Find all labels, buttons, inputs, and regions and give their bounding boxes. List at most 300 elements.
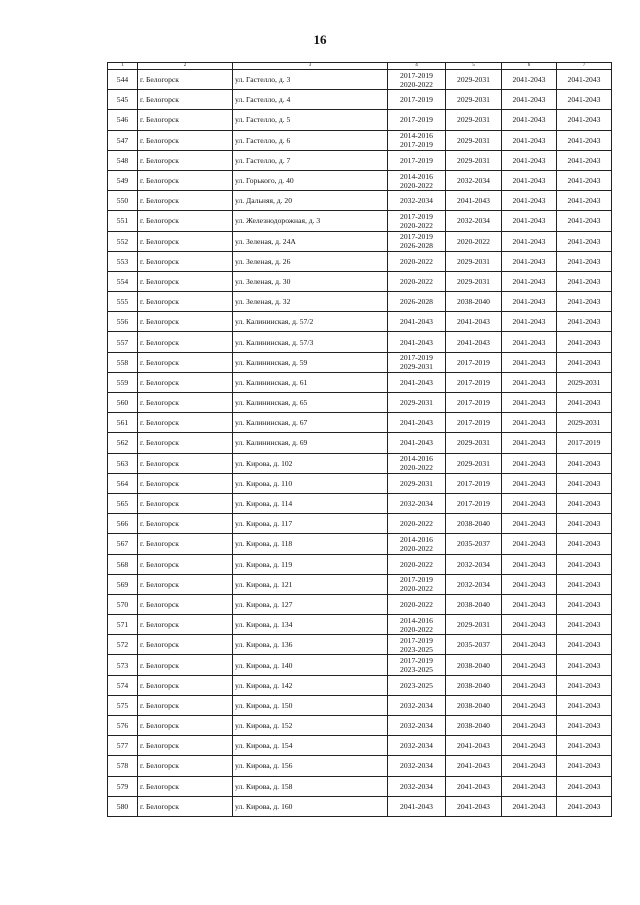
city-cell: г. Белогорск — [138, 70, 233, 90]
row-number-cell: 567 — [108, 534, 138, 554]
table-row — [108, 271, 612, 291]
third-period-cell: 2041-2043 — [502, 271, 557, 291]
third-period-cell: 2041-2043 — [502, 655, 557, 675]
period-value: 2023-2025 — [400, 644, 433, 654]
fourth-period-cell: 2041-2043 — [557, 756, 612, 776]
city-cell: г. Белогорск — [138, 736, 233, 756]
table-row — [108, 473, 612, 493]
row-number-cell: 579 — [108, 776, 138, 796]
table-row — [108, 332, 612, 352]
second-period-cell: 2041-2043 — [446, 332, 502, 352]
period-value: 2023-2025 — [400, 680, 433, 690]
second-period-cell: 2017-2019 — [446, 372, 502, 392]
fourth-period-cell: 2041-2043 — [557, 574, 612, 594]
period-value: 2014-2016 — [400, 171, 433, 181]
first-period-cell — [388, 413, 446, 433]
row-number-cell: 552 — [108, 231, 138, 251]
table-row — [108, 695, 612, 715]
fourth-period-cell: 2041-2043 — [557, 251, 612, 271]
second-period-cell: 2041-2043 — [446, 736, 502, 756]
period-value: 2020-2022 — [400, 180, 433, 190]
second-period-cell: 2041-2043 — [446, 796, 502, 816]
first-period-cell — [388, 574, 446, 594]
first-period-cell — [388, 433, 446, 453]
table-row — [108, 372, 612, 392]
period-value: 2014-2016 — [400, 534, 433, 544]
address-cell: ул. Зеленая, д. 32 — [233, 292, 388, 312]
table-row — [108, 433, 612, 453]
second-period-cell: 2029-2031 — [446, 615, 502, 635]
period-value: 2017-2019 — [400, 95, 433, 105]
period-value: 2017-2019 — [400, 115, 433, 125]
second-period-cell: 2038-2040 — [446, 292, 502, 312]
period-value: 2041-2043 — [400, 418, 433, 428]
third-period-cell: 2041-2043 — [502, 70, 557, 90]
address-cell: ул. Кирова, д. 140 — [233, 655, 388, 675]
address-cell: ул. Калининская, д. 65 — [233, 393, 388, 413]
period-value: 2017-2019 — [400, 155, 433, 165]
row-number-cell: 556 — [108, 312, 138, 332]
second-period-cell: 2029-2031 — [446, 453, 502, 473]
third-period-cell: 2041-2043 — [502, 514, 557, 534]
second-period-cell: 2032-2034 — [446, 574, 502, 594]
address-cell: ул. Гастелло, д. 4 — [233, 90, 388, 110]
address-cell: ул. Калининская, д. 69 — [233, 433, 388, 453]
third-period-cell: 2041-2043 — [502, 615, 557, 635]
period-value: 2020-2022 — [400, 543, 433, 553]
second-period-cell: 2017-2019 — [446, 493, 502, 513]
column-number: 4 — [388, 63, 446, 70]
third-period-cell: 2041-2043 — [502, 211, 557, 231]
fourth-period-cell: 2041-2043 — [557, 554, 612, 574]
third-period-cell: 2041-2043 — [502, 332, 557, 352]
third-period-cell: 2041-2043 — [502, 554, 557, 574]
table-row — [108, 413, 612, 433]
city-cell: г. Белогорск — [138, 110, 233, 130]
row-number-cell: 580 — [108, 796, 138, 816]
first-period-cell — [388, 736, 446, 756]
first-period-cell — [388, 312, 446, 332]
row-number-cell: 546 — [108, 110, 138, 130]
period-value: 2029-2031 — [400, 362, 433, 372]
city-cell: г. Белогорск — [138, 90, 233, 110]
table-row — [108, 352, 612, 372]
second-period-cell: 2038-2040 — [446, 655, 502, 675]
city-cell: г. Белогорск — [138, 655, 233, 675]
third-period-cell: 2041-2043 — [502, 312, 557, 332]
period-value: 2041-2043 — [400, 377, 433, 387]
row-number-cell: 573 — [108, 655, 138, 675]
city-cell: г. Белогорск — [138, 776, 233, 796]
second-period-cell: 2038-2040 — [446, 514, 502, 534]
address-cell: ул. Кирова, д. 134 — [233, 615, 388, 635]
fourth-period-cell: 2041-2043 — [557, 292, 612, 312]
city-cell: г. Белогорск — [138, 352, 233, 372]
address-cell: ул. Зеленая, д. 30 — [233, 271, 388, 291]
third-period-cell: 2041-2043 — [502, 594, 557, 614]
first-period-cell — [388, 695, 446, 715]
fourth-period-cell: 2041-2043 — [557, 594, 612, 614]
address-cell: ул. Калининская, д. 57/2 — [233, 312, 388, 332]
table-row — [108, 251, 612, 271]
address-cell: ул. Калининская, д. 61 — [233, 372, 388, 392]
period-value: 2029-2031 — [400, 398, 433, 408]
third-period-cell: 2041-2043 — [502, 150, 557, 170]
address-cell: ул. Кирова, д. 158 — [233, 776, 388, 796]
row-number-cell: 548 — [108, 150, 138, 170]
city-cell: г. Белогорск — [138, 453, 233, 473]
second-period-cell: 2029-2031 — [446, 70, 502, 90]
row-number-cell: 577 — [108, 736, 138, 756]
city-cell: г. Белогорск — [138, 393, 233, 413]
city-cell: г. Белогорск — [138, 231, 233, 251]
first-period-cell — [388, 514, 446, 534]
fourth-period-cell: 2041-2043 — [557, 716, 612, 736]
third-period-cell: 2041-2043 — [502, 473, 557, 493]
period-value: 2026-2028 — [400, 241, 433, 251]
second-period-cell: 2035-2037 — [446, 534, 502, 554]
period-value: 2020-2022 — [400, 599, 433, 609]
row-number-cell: 576 — [108, 716, 138, 736]
first-period-cell — [388, 655, 446, 675]
address-cell: ул. Калининская, д. 59 — [233, 352, 388, 372]
city-cell: г. Белогорск — [138, 756, 233, 776]
second-period-cell: 2029-2031 — [446, 90, 502, 110]
address-cell: ул. Кирова, д. 110 — [233, 473, 388, 493]
city-cell: г. Белогорск — [138, 130, 233, 150]
city-cell: г. Белогорск — [138, 635, 233, 655]
period-value: 2017-2019 — [400, 353, 433, 363]
period-value: 2020-2022 — [400, 276, 433, 286]
row-number-cell: 563 — [108, 453, 138, 473]
row-number-cell: 547 — [108, 130, 138, 150]
column-number: 5 — [446, 63, 502, 70]
fourth-period-cell: 2041-2043 — [557, 736, 612, 756]
city-cell: г. Белогорск — [138, 514, 233, 534]
second-period-cell: 2029-2031 — [446, 251, 502, 271]
second-period-cell: 2035-2037 — [446, 635, 502, 655]
table-row — [108, 110, 612, 130]
first-period-cell — [388, 150, 446, 170]
first-period-cell — [388, 130, 446, 150]
table-row — [108, 796, 612, 816]
second-period-cell: 2041-2043 — [446, 312, 502, 332]
third-period-cell: 2041-2043 — [502, 170, 557, 190]
address-cell: ул. Кирова, д. 121 — [233, 574, 388, 594]
second-period-cell: 2017-2019 — [446, 393, 502, 413]
fourth-period-cell: 2041-2043 — [557, 150, 612, 170]
third-period-cell: 2041-2043 — [502, 695, 557, 715]
period-value: 2020-2022 — [400, 220, 433, 230]
address-cell: ул. Дальняя, д. 20 — [233, 191, 388, 211]
city-cell: г. Белогорск — [138, 433, 233, 453]
fourth-period-cell: 2041-2043 — [557, 655, 612, 675]
fourth-period-cell: 2041-2043 — [557, 231, 612, 251]
city-cell: г. Белогорск — [138, 554, 233, 574]
fourth-period-cell: 2041-2043 — [557, 514, 612, 534]
fourth-period-cell: 2041-2043 — [557, 493, 612, 513]
second-period-cell: 2017-2019 — [446, 352, 502, 372]
period-value: 2017-2019 — [400, 211, 433, 221]
city-cell: г. Белогорск — [138, 191, 233, 211]
third-period-cell: 2041-2043 — [502, 251, 557, 271]
city-cell: г. Белогорск — [138, 413, 233, 433]
third-period-cell: 2041-2043 — [502, 493, 557, 513]
city-cell: г. Белогорск — [138, 332, 233, 352]
third-period-cell: 2041-2043 — [502, 574, 557, 594]
row-number-cell: 578 — [108, 756, 138, 776]
first-period-cell — [388, 635, 446, 655]
city-cell: г. Белогорск — [138, 716, 233, 736]
first-period-cell — [388, 675, 446, 695]
table-row — [108, 393, 612, 413]
row-number-cell: 574 — [108, 675, 138, 695]
second-period-cell: 2029-2031 — [446, 110, 502, 130]
period-value: 2041-2043 — [400, 801, 433, 811]
period-value: 2032-2034 — [400, 781, 433, 791]
period-value: 2020-2022 — [400, 624, 433, 634]
second-period-cell: 2038-2040 — [446, 695, 502, 715]
row-number-cell: 550 — [108, 191, 138, 211]
fourth-period-cell: 2041-2043 — [557, 312, 612, 332]
row-number-cell: 562 — [108, 433, 138, 453]
second-period-cell: 2041-2043 — [446, 776, 502, 796]
fourth-period-cell: 2041-2043 — [557, 170, 612, 190]
period-value: 2032-2034 — [400, 721, 433, 731]
second-period-cell: 2029-2031 — [446, 130, 502, 150]
row-number-cell: 569 — [108, 574, 138, 594]
second-period-cell: 2041-2043 — [446, 756, 502, 776]
first-period-cell — [388, 110, 446, 130]
row-number-cell: 565 — [108, 493, 138, 513]
table-row — [108, 170, 612, 190]
table-row — [108, 534, 612, 554]
row-number-cell: 557 — [108, 332, 138, 352]
third-period-cell: 2041-2043 — [502, 130, 557, 150]
third-period-cell: 2041-2043 — [502, 231, 557, 251]
period-value: 2041-2043 — [400, 337, 433, 347]
third-period-cell: 2041-2043 — [502, 534, 557, 554]
first-period-cell — [388, 554, 446, 574]
period-value: 2017-2019 — [400, 635, 433, 645]
second-period-cell: 2038-2040 — [446, 675, 502, 695]
period-value: 2014-2016 — [400, 454, 433, 464]
fourth-period-cell: 2041-2043 — [557, 352, 612, 372]
period-value: 2032-2034 — [400, 499, 433, 509]
column-number: 6 — [502, 63, 557, 70]
fourth-period-cell: 2041-2043 — [557, 675, 612, 695]
table-row — [108, 130, 612, 150]
fourth-period-cell: 2041-2043 — [557, 695, 612, 715]
second-period-cell: 2020-2022 — [446, 231, 502, 251]
row-number-cell: 554 — [108, 271, 138, 291]
table-row — [108, 231, 612, 251]
fourth-period-cell: 2041-2043 — [557, 130, 612, 150]
first-period-cell — [388, 615, 446, 635]
period-value: 2020-2022 — [400, 463, 433, 473]
second-period-cell: 2029-2031 — [446, 271, 502, 291]
first-period-cell — [388, 231, 446, 251]
city-cell: г. Белогорск — [138, 170, 233, 190]
third-period-cell: 2041-2043 — [502, 90, 557, 110]
first-period-cell — [388, 170, 446, 190]
first-period-cell — [388, 796, 446, 816]
first-period-cell — [388, 473, 446, 493]
fourth-period-cell: 2017-2019 — [557, 433, 612, 453]
address-cell: ул. Кирова, д. 154 — [233, 736, 388, 756]
second-period-cell: 2032-2034 — [446, 554, 502, 574]
first-period-cell — [388, 271, 446, 291]
address-cell: ул. Кирова, д. 156 — [233, 756, 388, 776]
column-number: 1 — [108, 63, 138, 70]
second-period-cell: 2029-2031 — [446, 150, 502, 170]
address-cell: ул. Кирова, д. 102 — [233, 453, 388, 473]
period-value: 2020-2022 — [400, 559, 433, 569]
page-number: 16 — [313, 32, 327, 47]
fourth-period-cell: 2041-2043 — [557, 90, 612, 110]
address-cell: ул. Кирова, д. 118 — [233, 534, 388, 554]
table-row — [108, 514, 612, 534]
period-value: 2029-2031 — [400, 478, 433, 488]
third-period-cell: 2041-2043 — [502, 292, 557, 312]
city-cell: г. Белогорск — [138, 493, 233, 513]
address-cell: ул. Зеленая, д. 26 — [233, 251, 388, 271]
fourth-period-cell: 2029-2031 — [557, 413, 612, 433]
table-row — [108, 756, 612, 776]
fourth-period-cell: 2041-2043 — [557, 393, 612, 413]
city-cell: г. Белогорск — [138, 372, 233, 392]
row-number-cell: 560 — [108, 393, 138, 413]
table-row — [108, 736, 612, 756]
table-row — [108, 211, 612, 231]
fourth-period-cell: 2041-2043 — [557, 453, 612, 473]
fourth-period-cell: 2041-2043 — [557, 796, 612, 816]
address-cell: ул. Гастелло, д. 6 — [233, 130, 388, 150]
city-cell: г. Белогорск — [138, 534, 233, 554]
city-cell: г. Белогорск — [138, 251, 233, 271]
table-row — [108, 554, 612, 574]
column-number: 7 — [557, 63, 612, 70]
address-cell: ул. Кирова, д. 119 — [233, 554, 388, 574]
row-number-cell: 553 — [108, 251, 138, 271]
row-number-cell: 575 — [108, 695, 138, 715]
third-period-cell: 2041-2043 — [502, 352, 557, 372]
table-row — [108, 776, 612, 796]
first-period-cell — [388, 393, 446, 413]
period-value: 2020-2022 — [400, 519, 433, 529]
period-value: 2032-2034 — [400, 700, 433, 710]
period-value: 2014-2016 — [400, 131, 433, 141]
city-cell: г. Белогорск — [138, 473, 233, 493]
table-row — [108, 716, 612, 736]
row-number-cell: 561 — [108, 413, 138, 433]
fourth-period-cell: 2041-2043 — [557, 534, 612, 554]
table-row — [108, 292, 612, 312]
table-row — [108, 70, 612, 90]
city-cell: г. Белогорск — [138, 211, 233, 231]
first-period-cell — [388, 372, 446, 392]
city-cell: г. Белогорск — [138, 312, 233, 332]
address-cell: ул. Калининская, д. 67 — [233, 413, 388, 433]
fourth-period-cell: 2041-2043 — [557, 332, 612, 352]
address-cell: ул. Гастелло, д. 7 — [233, 150, 388, 170]
second-period-cell: 2029-2031 — [446, 433, 502, 453]
period-value: 2032-2034 — [400, 741, 433, 751]
third-period-cell: 2041-2043 — [502, 675, 557, 695]
city-cell: г. Белогорск — [138, 292, 233, 312]
second-period-cell: 2032-2034 — [446, 211, 502, 231]
row-number-cell: 568 — [108, 554, 138, 574]
address-cell: ул. Зеленая, д. 24А — [233, 231, 388, 251]
table-row — [108, 655, 612, 675]
row-number-cell: 571 — [108, 615, 138, 635]
period-value: 2032-2034 — [400, 761, 433, 771]
second-period-cell: 2032-2034 — [446, 170, 502, 190]
period-value: 2023-2025 — [400, 665, 433, 675]
period-value: 2017-2019 — [400, 140, 433, 150]
third-period-cell: 2041-2043 — [502, 716, 557, 736]
fourth-period-cell: 2041-2043 — [557, 191, 612, 211]
row-number-cell: 566 — [108, 514, 138, 534]
second-period-cell: 2017-2019 — [446, 413, 502, 433]
second-period-cell: 2038-2040 — [446, 594, 502, 614]
city-cell: г. Белогорск — [138, 574, 233, 594]
third-period-cell: 2041-2043 — [502, 796, 557, 816]
period-value: 2032-2034 — [400, 196, 433, 206]
first-period-cell — [388, 251, 446, 271]
period-value: 2014-2016 — [400, 615, 433, 625]
fourth-period-cell: 2041-2043 — [557, 635, 612, 655]
third-period-cell: 2041-2043 — [502, 413, 557, 433]
second-period-cell: 2041-2043 — [446, 191, 502, 211]
address-cell: ул. Кирова, д. 136 — [233, 635, 388, 655]
row-number-cell: 545 — [108, 90, 138, 110]
table-row — [108, 675, 612, 695]
first-period-cell — [388, 453, 446, 473]
address-cell: ул. Калининская, д. 57/3 — [233, 332, 388, 352]
period-value: 2020-2022 — [400, 584, 433, 594]
column-number-row — [108, 63, 612, 70]
table-row — [108, 90, 612, 110]
row-number-cell: 549 — [108, 170, 138, 190]
address-cell: ул. Кирова, д. 127 — [233, 594, 388, 614]
address-cell: ул. Кирова, д. 114 — [233, 493, 388, 513]
period-value: 2020-2022 — [400, 79, 433, 89]
first-period-cell — [388, 292, 446, 312]
table-row — [108, 615, 612, 635]
city-cell: г. Белогорск — [138, 796, 233, 816]
table-row — [108, 594, 612, 614]
third-period-cell: 2041-2043 — [502, 393, 557, 413]
first-period-cell — [388, 493, 446, 513]
row-number-cell: 570 — [108, 594, 138, 614]
first-period-cell — [388, 756, 446, 776]
table-row — [108, 635, 612, 655]
period-value: 2020-2022 — [400, 256, 433, 266]
row-number-cell: 564 — [108, 473, 138, 493]
table-body — [108, 70, 612, 817]
third-period-cell: 2041-2043 — [502, 453, 557, 473]
first-period-cell — [388, 534, 446, 554]
first-period-cell — [388, 352, 446, 372]
third-period-cell: 2041-2043 — [502, 110, 557, 130]
fourth-period-cell: 2041-2043 — [557, 473, 612, 493]
address-cell: ул. Кирова, д. 117 — [233, 514, 388, 534]
address-cell: ул. Железнодорожная, д. 3 — [233, 211, 388, 231]
first-period-cell — [388, 332, 446, 352]
first-period-cell — [388, 191, 446, 211]
address-cell: ул. Кирова, д. 142 — [233, 675, 388, 695]
